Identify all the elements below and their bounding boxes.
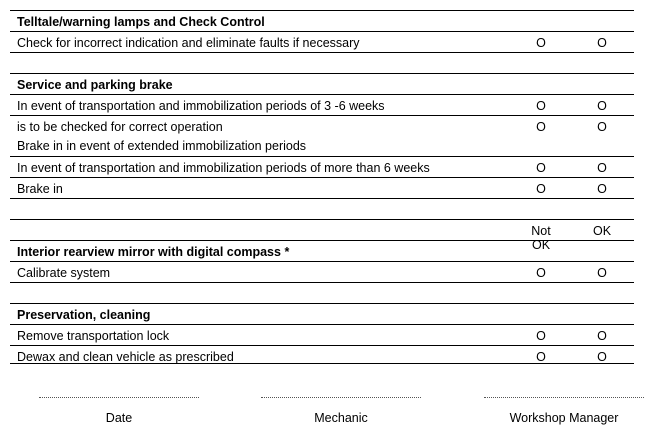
table-row bbox=[10, 261, 634, 282]
row-text: In event of transportation and immobilization periods of 3 -6 weeks bbox=[17, 99, 385, 113]
status-ok-cell[interactable]: O bbox=[597, 120, 607, 134]
status-not-ok-cell[interactable]: O bbox=[536, 120, 546, 134]
signature-workshop-manager bbox=[484, 397, 644, 425]
signature-line bbox=[39, 397, 199, 398]
section-title: Telltale/warning lamps and Check Control bbox=[17, 15, 265, 29]
section-header-row bbox=[10, 73, 634, 94]
row-text: Remove transportation lock bbox=[17, 329, 170, 343]
blank-row bbox=[10, 282, 634, 303]
signature-label-date: Date bbox=[105, 411, 133, 425]
section-title: Preservation, cleaning bbox=[17, 308, 151, 322]
section-header-row bbox=[10, 240, 634, 261]
section-header-row bbox=[10, 10, 634, 31]
row-text: is to be checked for correct operation bbox=[17, 120, 223, 134]
status-ok-cell[interactable]: O bbox=[597, 350, 607, 364]
status-not-ok-cell[interactable]: O bbox=[536, 99, 546, 113]
status-ok-cell[interactable]: O bbox=[597, 182, 607, 196]
status-not-ok-cell[interactable]: O bbox=[536, 266, 546, 280]
signature-label-mechanic: Mechanic bbox=[314, 411, 368, 425]
status-ok-cell[interactable]: O bbox=[597, 99, 607, 113]
signature-label-manager: Workshop Manager bbox=[509, 411, 619, 425]
table-bottom-rule bbox=[10, 363, 634, 364]
signature-line bbox=[484, 397, 644, 398]
blank-row bbox=[10, 198, 634, 219]
signature-line bbox=[261, 397, 421, 398]
row-text: In event of transportation and immobilization periods of more than 6 weeks bbox=[17, 161, 430, 175]
status-not-ok-cell[interactable]: O bbox=[536, 329, 546, 343]
table-row bbox=[10, 31, 634, 52]
status-not-ok-cell[interactable]: O bbox=[536, 350, 546, 364]
row-text-secondary: Brake in in event of extended immobilization periods bbox=[17, 139, 307, 153]
row-text: Calibrate system bbox=[17, 266, 111, 280]
status-not-ok-cell[interactable]: O bbox=[536, 36, 546, 50]
status-ok-cell: OK bbox=[592, 224, 612, 238]
status-ok-cell[interactable]: O bbox=[597, 161, 607, 175]
table-row bbox=[10, 156, 634, 177]
status-not-ok-cell[interactable]: O bbox=[536, 161, 546, 175]
status-ok-cell[interactable]: O bbox=[597, 36, 607, 50]
status-not-ok-cell[interactable]: O bbox=[536, 182, 546, 196]
status-ok-cell[interactable]: O bbox=[597, 329, 607, 343]
status-not-ok-cell: Not OK bbox=[531, 224, 551, 252]
signature-date bbox=[39, 397, 199, 425]
status-ok-cell[interactable]: O bbox=[597, 266, 607, 280]
section-title: Interior rearview mirror with digital compass * bbox=[17, 245, 290, 259]
blank-row bbox=[10, 52, 634, 73]
table-row bbox=[10, 115, 634, 156]
row-text: Dewax and clean vehicle as prescribed bbox=[17, 350, 234, 364]
row-text: Check for incorrect indication and eliminate faults if necessary bbox=[17, 36, 360, 50]
section-title: Service and parking brake bbox=[17, 78, 173, 92]
section-header-row bbox=[10, 303, 634, 324]
table-row bbox=[10, 94, 634, 115]
table-row bbox=[10, 345, 634, 363]
table-row bbox=[10, 324, 634, 345]
table-row bbox=[10, 177, 634, 198]
signature-mechanic bbox=[261, 397, 421, 425]
row-text: Brake in bbox=[17, 182, 63, 196]
